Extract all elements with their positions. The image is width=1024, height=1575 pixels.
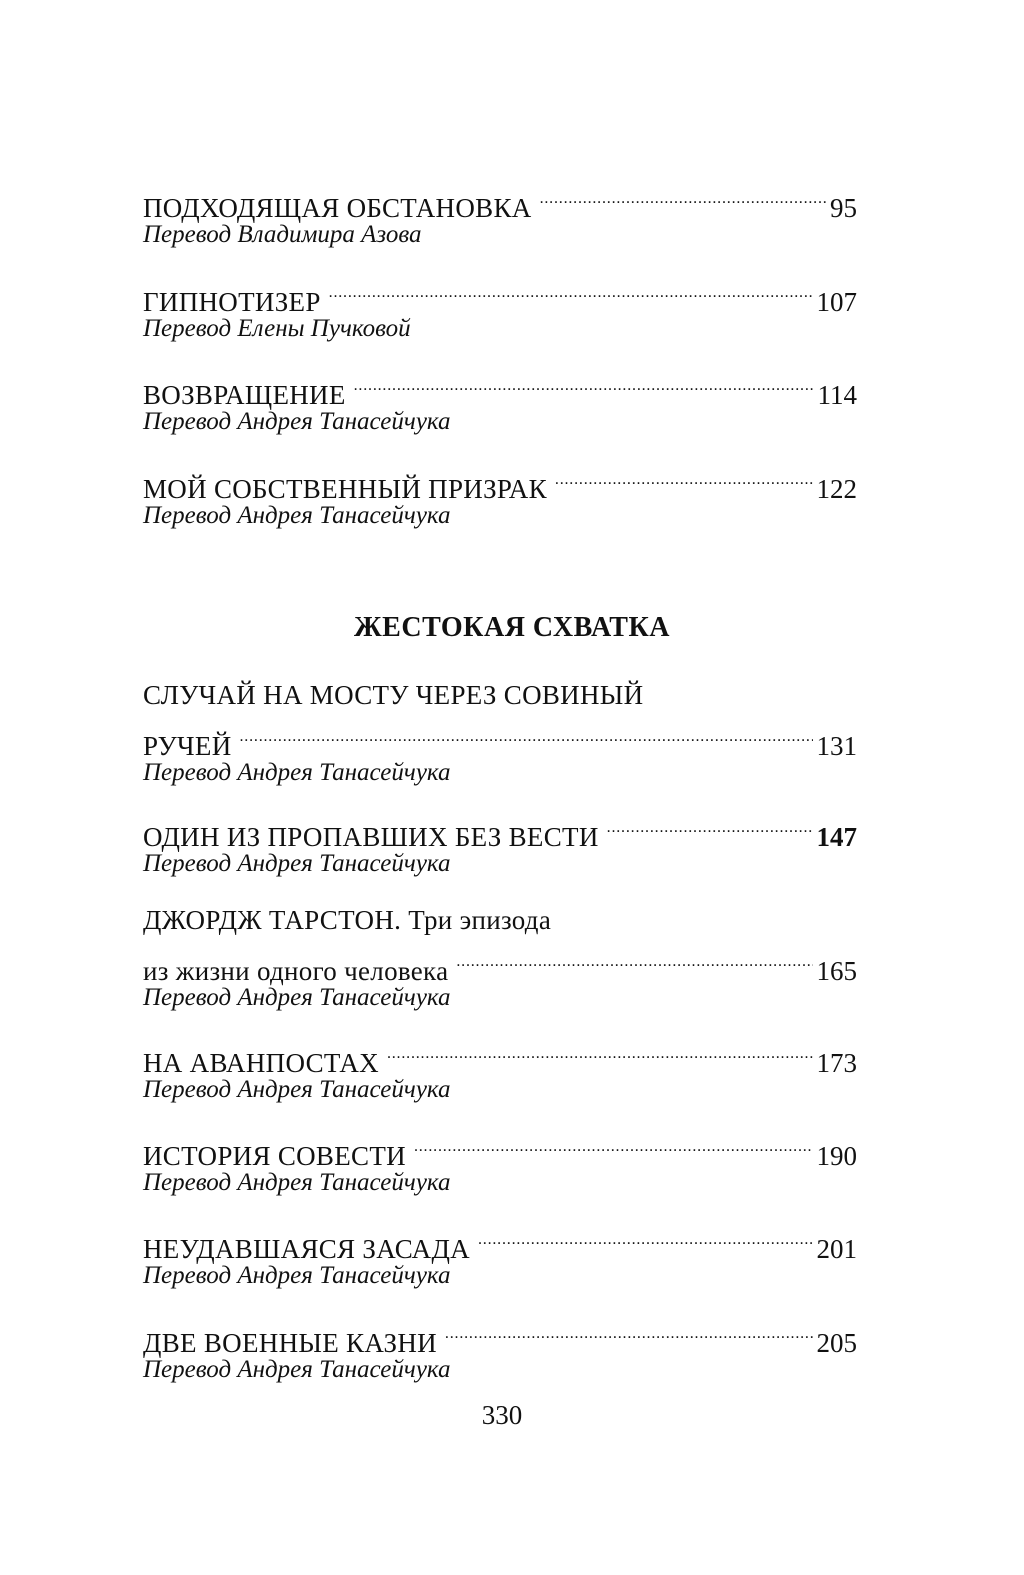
entry-translator: Перевод Андрея Танасейчука: [143, 1262, 451, 1289]
entry-page: 190: [816, 1141, 857, 1171]
entry-page: 165: [816, 956, 857, 986]
dot-leader: [607, 806, 813, 846]
toc-entry: [143, 675, 857, 791]
entry-title: МОЙ СОБСТВЕННЫЙ ПРИЗРАК: [143, 474, 547, 504]
dot-leader: [354, 364, 814, 404]
entry-title: ОДИН ИЗ ПРОПАВШИХ БЕЗ ВЕСТИ: [143, 822, 599, 852]
entry-page: 147: [816, 822, 857, 852]
entry-translator: Перевод Андрея Танасейчука: [143, 984, 451, 1011]
dot-leader: [414, 1125, 813, 1165]
entry-translator: Перевод Андрея Танасейчука: [143, 408, 451, 435]
toc-entry: [143, 1125, 857, 1201]
entry-translator: Перевод Елены Пучковой: [143, 315, 411, 342]
dot-leader: [478, 1218, 813, 1258]
toc-entry: [143, 1218, 857, 1294]
entry-page: 122: [816, 474, 857, 504]
entry-title-line2: из жизни одного человека: [143, 956, 449, 986]
entry-page: 131: [816, 731, 857, 761]
entry-title: ДВЕ ВОЕННЫЕ КАЗНИ: [143, 1328, 437, 1358]
entry-translator: Перевод Андрея Танасейчука: [143, 1356, 451, 1383]
entry-title: ГИПНОТИЗЕР: [143, 287, 321, 317]
toc-entry: [143, 1032, 857, 1108]
entry-title: ПОДХОДЯЩАЯ ОБСТАНОВКА: [143, 193, 532, 223]
entry-title: ВОЗВРАЩЕНИЕ: [143, 380, 346, 410]
entry-title-line1: СЛУЧАЙ НА МОСТУ ЧЕРЕЗ СОВИНЫЙ: [143, 680, 644, 710]
dot-leader: [456, 940, 812, 980]
toc-entry: [143, 900, 857, 1016]
entry-title: НЕУДАВШАЯСЯ ЗАСАДА: [143, 1234, 470, 1264]
entry-translator: Перевод Андрея Танасейчука: [143, 1169, 451, 1196]
dot-leader: [387, 1032, 813, 1072]
entry-translator: Перевод Андрея Танасейчука: [143, 502, 451, 529]
entry-title-line1: ДЖОРДЖ ТАРСТОН. Три эпизода: [143, 905, 552, 935]
toc-entry: [143, 458, 857, 534]
entry-translator: Перевод Андрея Танасейчука: [143, 850, 451, 877]
entry-page: 114: [817, 380, 857, 410]
entry-page: 107: [816, 287, 857, 317]
section-heading: ЖЕСТОКАЯ СХВАТКА: [354, 612, 670, 643]
entry-title-line2: РУЧЕЙ: [143, 731, 232, 761]
entry-title: ИСТОРИЯ СОВЕСТИ: [143, 1141, 406, 1171]
entry-page: 173: [816, 1048, 857, 1078]
dot-leader: [240, 715, 813, 755]
entry-page: 201: [816, 1234, 857, 1264]
entry-translator: Перевод Андрея Танасейчука: [143, 1076, 451, 1103]
entry-translator: Перевод Андрея Танасейчука: [143, 759, 451, 786]
toc-entry: [143, 806, 857, 882]
toc-entry: [143, 177, 857, 253]
dot-leader: [555, 458, 813, 498]
entry-page: 205: [816, 1328, 857, 1358]
page-number: 330: [481, 1400, 523, 1430]
entry-page: 95: [830, 193, 857, 223]
toc-entry: [143, 1312, 857, 1388]
dot-leader: [540, 177, 826, 217]
entry-translator: Перевод Владимира Азова: [143, 221, 422, 248]
dot-leader: [445, 1312, 813, 1352]
entry-title: НА АВАНПОСТАХ: [143, 1048, 379, 1078]
toc-entry: [143, 364, 857, 440]
dot-leader: [329, 271, 813, 311]
toc-entry: [143, 271, 857, 347]
